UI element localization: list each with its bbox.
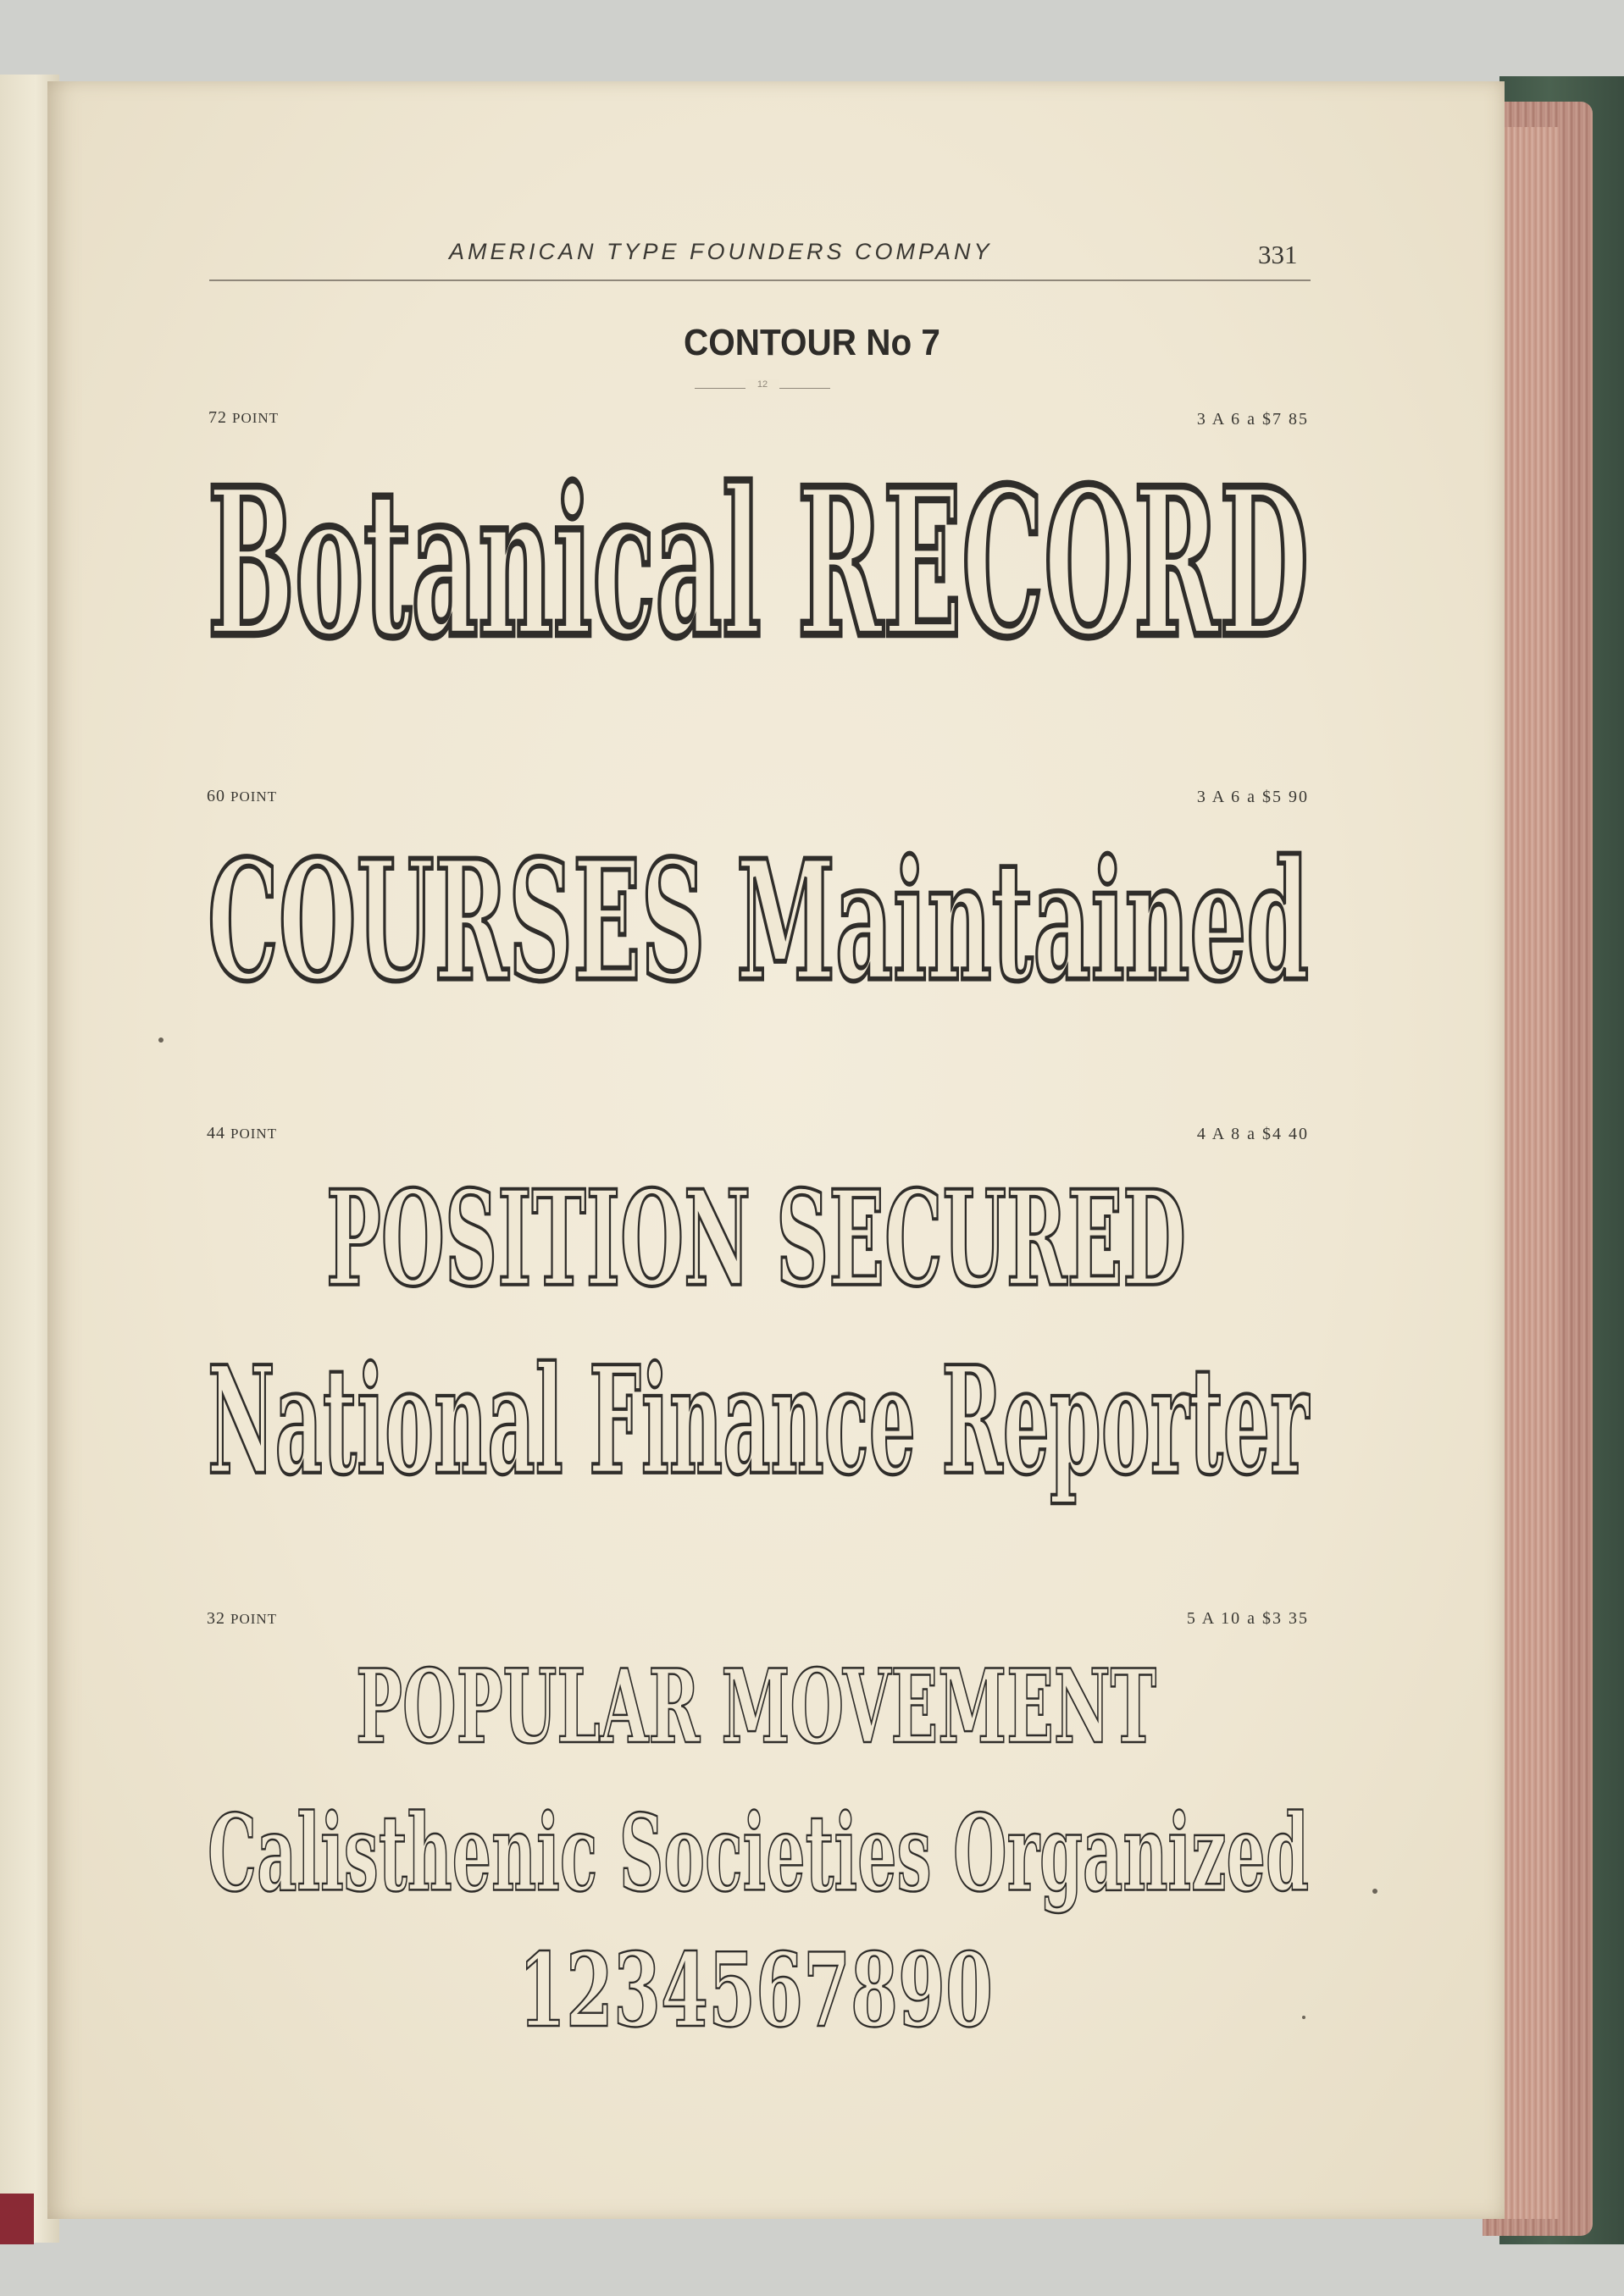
specimen-line: POSITION SECURED [326, 1161, 1186, 1316]
price-60: 3 A 6 a $5 90 [1196, 788, 1309, 806]
page-title: CONTOUR No 7 [684, 322, 940, 363]
size-label-60 [207, 787, 277, 806]
price-72: 3 A 6 a $7 85 [1196, 410, 1309, 429]
specimen-line: COURSES Maintained [208, 823, 1309, 1019]
specimen-line: POPULAR MOVEMENT [356, 1646, 1156, 1767]
binding-ribbon [0, 2194, 34, 2244]
specimen-line: 1234567890 [518, 1930, 993, 2050]
size-label-32 [207, 1609, 277, 1629]
price-32: 5 A 10 a $3 35 [1186, 1609, 1309, 1628]
size-label-word: POINT [232, 410, 280, 426]
size-label-72 [208, 408, 279, 428]
paper-speck [158, 1037, 164, 1043]
paper-speck [1302, 2016, 1305, 2019]
size-label-number: 32 [207, 1609, 225, 1628]
size-label-number: 60 [207, 787, 225, 805]
running-head: AMERICAN TYPE FOUNDERS COMPANY [449, 239, 993, 264]
size-label-number: 44 [207, 1124, 225, 1142]
specimen-line: Botanical RECORD [208, 443, 1309, 683]
specimen-line: Calisthenic Societies Organized [208, 1790, 1309, 1916]
size-label-word: POINT [230, 1126, 278, 1142]
size-label-word: POINT [230, 1611, 278, 1627]
title-rule-mark: 12 [745, 379, 779, 390]
size-label-44 [207, 1124, 277, 1143]
size-label-number: 72 [208, 408, 227, 427]
paper-speck [1372, 1889, 1377, 1894]
header-rule [209, 279, 1311, 281]
page-number: 331 [1258, 240, 1298, 269]
size-label-word: POINT [230, 788, 278, 805]
specimen-line: National Finance Reporter [208, 1333, 1309, 1508]
price-44: 4 A 8 a $4 40 [1196, 1125, 1309, 1143]
